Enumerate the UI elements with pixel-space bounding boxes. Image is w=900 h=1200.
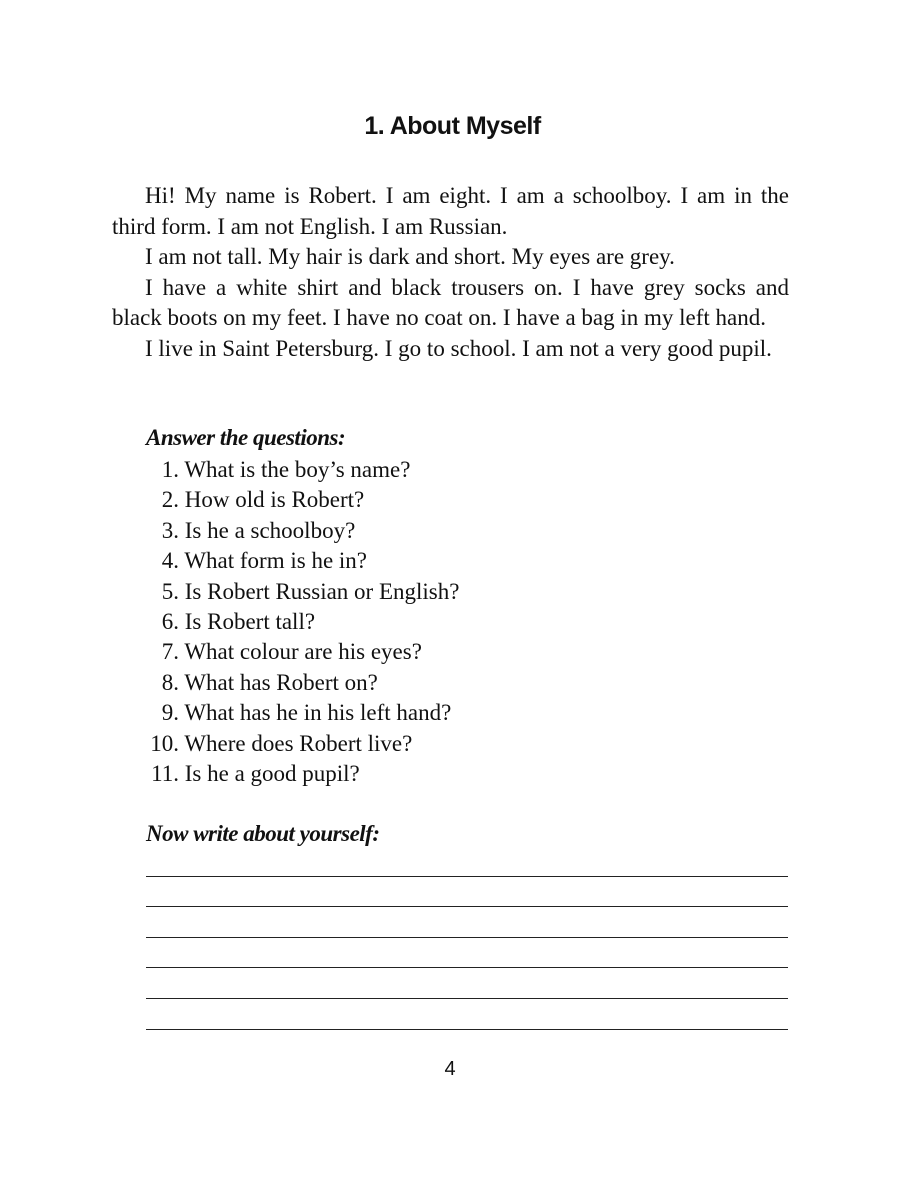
writing-line[interactable] [146,999,788,1030]
writing-line[interactable] [146,877,788,908]
page-title: 1. About Myself [364,112,541,140]
question-number: 10. [150,730,179,756]
question-number: 5. [161,578,179,604]
question-item [112,698,752,728]
question-text: Where does Robert live? [184,730,413,756]
question-number: 6. [161,609,179,635]
question-text: Is he a schoolboy? [184,517,356,543]
question-number: 11. [151,761,179,787]
writing-line[interactable] [146,846,788,877]
questions-heading: Answer the questions: [146,425,346,450]
question-text: How old is Robert? [184,487,365,513]
question-number: 9. [161,700,179,726]
page-number: 4 [444,1058,456,1080]
question-item [112,455,752,485]
question-number: 7. [161,639,179,665]
reading-text [112,181,789,364]
question-number: 8. [161,669,179,695]
question-number: 4. [161,548,179,574]
question-text: What has Robert on? [184,669,378,695]
question-item [112,546,752,576]
question-text: Is he a good pupil? [184,761,360,787]
question-item [112,577,752,607]
question-text: Is Robert tall? [184,609,316,635]
question-number: 3. [161,517,179,543]
writing-line[interactable] [146,938,788,969]
question-text: Is Robert Russian or English? [184,578,460,604]
question-item [112,485,752,515]
paragraph: I live in Saint Petersburg. I go to school. I am not a very good pupil. [145,335,772,361]
question-item [112,607,752,637]
question-number: 1. [161,457,179,482]
question-text: What has he in his left hand? [184,700,452,726]
write-prompt: Now write about yourself: [146,821,380,846]
writing-lines [146,846,788,1030]
paragraph: I have a white shirt and black trousers on. I have grey socks and black boots on my feet. I have no coat on. I have a bag in my left hand. [112,274,789,330]
question-item [112,637,752,667]
writing-line[interactable] [146,968,788,999]
question-item [112,729,752,759]
question-text: What is the boy’s name? [184,457,411,482]
question-text: What form is he in? [184,548,368,574]
question-number: 2. [161,487,179,513]
paragraph: Hi! My name is Robert. I am eight. I am a schoolboy. I am in the third form. I am not English. I am Russian. [112,183,789,239]
question-item [112,668,752,698]
writing-line[interactable] [146,907,788,938]
questions-list [112,455,752,789]
question-item [112,516,752,546]
question-text: What colour are his eyes? [184,639,422,665]
paragraph: I am not tall. My hair is dark and short. My eyes are grey. [145,244,675,269]
question-item [112,759,752,789]
